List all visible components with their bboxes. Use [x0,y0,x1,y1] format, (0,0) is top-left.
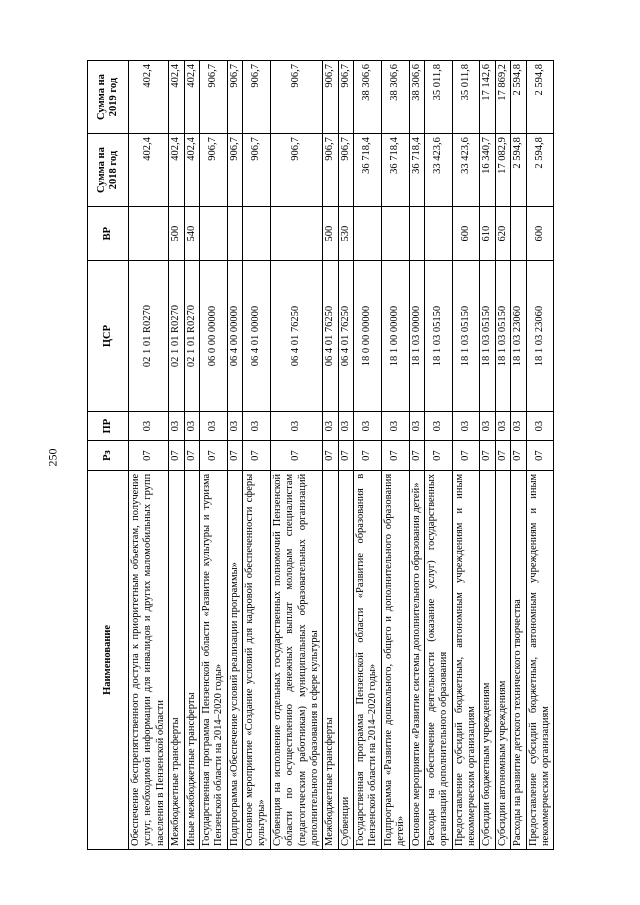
cell-pr: 03 [184,411,199,440]
header-name: Наименование [88,470,129,849]
cell-rz: 07 [199,441,227,470]
cell-sum-2019: 906,7 [227,61,242,134]
cell-rz: 07 [243,441,271,470]
cell-sum-2019: 38 306,6 [354,61,382,134]
cell-sum-2019: 35 011,8 [452,61,480,134]
cell-rz: 07 [129,441,169,470]
cell-csr: 18 0 00 00000 [354,261,382,412]
page-number: 250 [45,448,60,467]
cell-name: Иные межбюджетные трансферты [184,470,199,849]
cell-name: Государственная программа Пензенской области «Развитие культуры и туризма Пензенской области на 2014–2020 годы» [199,470,227,849]
cell-pr: 03 [129,411,169,440]
table-row [480,61,495,850]
cell-vr: 620 [495,207,510,261]
cell-sum-2018: 16 340,7 [480,134,495,207]
cell-rz: 07 [409,441,424,470]
cell-name: Субсидии бюджетным учреждениям [480,470,495,849]
cell-csr: 18 1 03 05150 [424,261,452,412]
cell-vr [199,207,227,261]
cell-pr: 03 [452,411,480,440]
cell-sum-2018: 36 718,4 [409,134,424,207]
cell-rz: 07 [227,441,242,470]
cell-sum-2018: 906,7 [227,134,242,207]
table-row [424,61,452,850]
header-sum-2018: Сумма на 2018 год [88,134,129,207]
cell-sum-2019: 17 869,2 [495,61,510,134]
cell-sum-2019: 38 306,6 [381,61,409,134]
cell-sum-2018: 33 423,6 [452,134,480,207]
cell-name: Государственная программа Пензенской области «Развитие образования в Пензенской области на 2014–2020 годы» [354,470,382,849]
cell-rz: 07 [452,441,480,470]
cell-csr: 18 1 03 05150 [452,261,480,412]
cell-sum-2018: 33 423,6 [424,134,452,207]
cell-sum-2019: 2 594,8 [526,61,554,134]
cell-pr: 03 [199,411,227,440]
cell-name: Предоставление субсидий бюджетным, автономным учреждениям и иным некоммерческим организациям [526,470,554,849]
cell-rz: 07 [480,441,495,470]
cell-sum-2018: 402,4 [129,134,169,207]
cell-name: Субсидии автономным учреждениям [495,470,510,849]
cell-vr: 600 [526,207,554,261]
cell-csr: 06 4 00 00000 [227,261,242,412]
cell-vr: 500 [169,207,184,261]
cell-csr: 02 1 01 R0270 [169,261,184,412]
cell-vr [424,207,452,261]
cell-sum-2018: 906,7 [338,134,353,207]
cell-name: Расходы на развитие детского технического творчества [511,470,526,849]
cell-name: Основное мероприятие «Создание условий для кадровой обеспеченности сферы культуры» [243,470,271,849]
table-row [526,61,554,850]
cell-pr: 03 [270,411,323,440]
table-row [199,61,227,850]
table-row [323,61,338,850]
cell-name: Предоставление субсидий бюджетным, автономным учреждениям и иным некоммерческим организациям [452,470,480,849]
cell-name: Основное мероприятие «Развитие системы дополнительного образования детей» [409,470,424,849]
cell-vr: 610 [480,207,495,261]
cell-rz: 07 [511,441,526,470]
cell-csr: 06 0 00 00000 [199,261,227,412]
cell-sum-2019: 906,7 [270,61,323,134]
table-header-row [88,61,129,850]
cell-vr [243,207,271,261]
cell-vr [129,207,169,261]
cell-pr: 03 [480,411,495,440]
cell-vr [511,207,526,261]
table-row [409,61,424,850]
cell-rz: 07 [338,441,353,470]
cell-sum-2018: 36 718,4 [381,134,409,207]
cell-sum-2018: 906,7 [270,134,323,207]
cell-sum-2019: 402,4 [129,61,169,134]
cell-sum-2019: 2 594,8 [511,61,526,134]
cell-vr [354,207,382,261]
cell-pr: 03 [169,411,184,440]
cell-sum-2019: 906,7 [243,61,271,134]
header-pr: ПР [88,411,129,440]
cell-pr: 03 [323,411,338,440]
cell-rz: 07 [424,441,452,470]
budget-table [87,60,554,850]
cell-sum-2018: 2 594,8 [526,134,554,207]
cell-rz: 07 [270,441,323,470]
header-sum-2019: Сумма на 2019 год [88,61,129,134]
cell-csr: 06 4 01 00000 [243,261,271,412]
cell-rz: 07 [354,441,382,470]
cell-csr: 18 1 03 05150 [480,261,495,412]
cell-sum-2018: 402,4 [169,134,184,207]
cell-name: Расходы на обеспечение деятельности (оказание услуг) государственных организаций дополнительного образования [424,470,452,849]
cell-rz: 07 [323,441,338,470]
cell-rz: 07 [184,441,199,470]
cell-name: Субвенции [338,470,353,849]
cell-vr [270,207,323,261]
cell-rz: 07 [381,441,409,470]
cell-vr [227,207,242,261]
cell-pr: 03 [424,411,452,440]
cell-csr: 06 4 01 76250 [338,261,353,412]
rotated-page [87,60,587,850]
cell-sum-2018: 2 594,8 [511,134,526,207]
header-csr: ЦСР [88,261,129,412]
cell-csr: 18 1 03 05150 [495,261,510,412]
cell-csr: 06 4 01 76250 [323,261,338,412]
cell-sum-2019: 38 306,6 [409,61,424,134]
cell-sum-2018: 906,7 [199,134,227,207]
table-row [243,61,271,850]
cell-sum-2018: 17 082,9 [495,134,510,207]
table-row [129,61,169,850]
cell-vr: 600 [452,207,480,261]
cell-name: Субвенция на исполнение отдельных государственных полномочий Пензенской области по осуществлению денежных выплат молодым специалистам (педагогическим работникам) муниципальных образовательных организаций дополнительного образования в сфере культуры [270,470,323,849]
cell-csr: 18 1 03 23060 [526,261,554,412]
table-row [184,61,199,850]
cell-sum-2019: 402,4 [169,61,184,134]
header-rz: Рз [88,441,129,470]
cell-name: Межбюджетные трансферты [323,470,338,849]
table-row [354,61,382,850]
cell-sum-2019: 35 011,8 [424,61,452,134]
cell-name: Обеспечение беспрепятственного доступа к приоритетным объектам, получение услуг, необходимой информации для инвалидов и других маломобильных групп населения в Пензенской области [129,470,169,849]
cell-csr: 02 1 01 R0270 [184,261,199,412]
header-vr: ВР [88,207,129,261]
cell-csr: 18 1 03 23060 [511,261,526,412]
cell-name: Межбюджетные трансферты [169,470,184,849]
cell-csr: 18 1 00 00000 [381,261,409,412]
cell-pr: 03 [227,411,242,440]
cell-vr [381,207,409,261]
cell-sum-2019: 906,7 [199,61,227,134]
table-row [227,61,242,850]
cell-csr: 18 1 03 00000 [409,261,424,412]
table-row [452,61,480,850]
cell-pr: 03 [511,411,526,440]
cell-pr: 03 [243,411,271,440]
cell-vr: 530 [338,207,353,261]
table-row [495,61,510,850]
cell-vr: 500 [323,207,338,261]
cell-pr: 03 [409,411,424,440]
table-row [338,61,353,850]
cell-sum-2019: 906,7 [338,61,353,134]
cell-vr: 540 [184,207,199,261]
table-row [511,61,526,850]
cell-sum-2019: 17 142,6 [480,61,495,134]
cell-sum-2019: 906,7 [323,61,338,134]
cell-csr: 06 4 01 76250 [270,261,323,412]
cell-pr: 03 [381,411,409,440]
table-row [381,61,409,850]
cell-name: Подпрограмма «Обеспечение условий реализации программы» [227,470,242,849]
cell-pr: 03 [495,411,510,440]
cell-vr [409,207,424,261]
cell-rz: 07 [169,441,184,470]
cell-pr: 03 [338,411,353,440]
cell-sum-2019: 402,4 [184,61,199,134]
cell-rz: 07 [495,441,510,470]
cell-pr: 03 [354,411,382,440]
cell-pr: 03 [526,411,554,440]
cell-sum-2018: 402,4 [184,134,199,207]
table-row [270,61,323,850]
cell-name: Подпрограмма «Развитие дошкольного, общего и дополнительного образования детей» [381,470,409,849]
cell-sum-2018: 906,7 [243,134,271,207]
cell-csr: 02 1 01 R0270 [129,261,169,412]
cell-rz: 07 [526,441,554,470]
cell-sum-2018: 906,7 [323,134,338,207]
table-row [169,61,184,850]
cell-sum-2018: 36 718,4 [354,134,382,207]
